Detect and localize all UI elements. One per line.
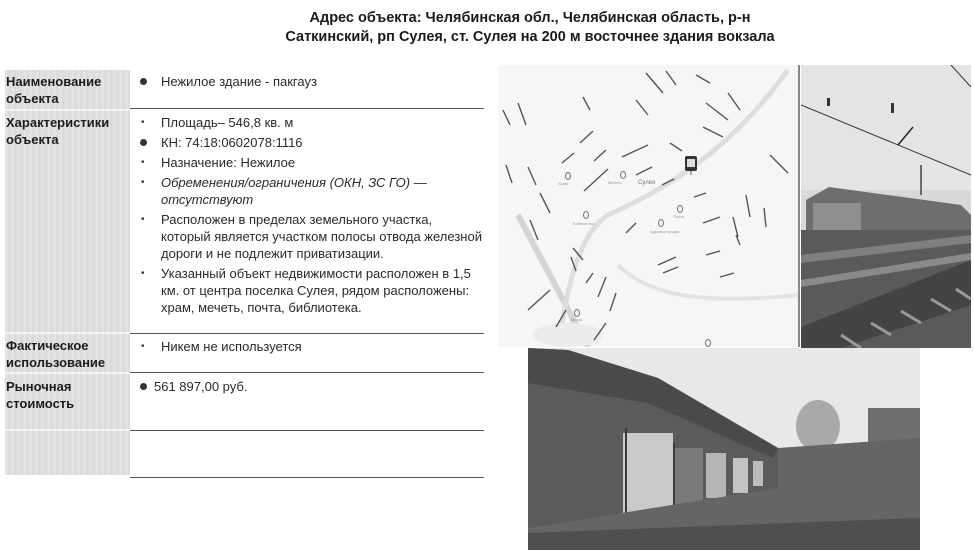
svg-text:Храм: Храм <box>558 181 568 186</box>
bullet-icon: • <box>141 341 145 352</box>
label-market-value: Рыночная стоимость <box>6 379 75 411</box>
svg-text:Мечеть: Мечеть <box>608 180 622 185</box>
svg-text:Библиотека: Библиотека <box>573 221 595 226</box>
bullet-icon: • <box>141 177 145 188</box>
bullet-icon <box>140 78 147 85</box>
bullet-icon: • <box>141 214 145 225</box>
bullet-icon <box>140 383 147 390</box>
list-item: • Обременения/ограничения (ОКН, ЗС ГО) — отсутствуют <box>141 175 427 207</box>
row-separator <box>5 332 130 334</box>
label-object-characteristics: Характеристики объекта <box>6 115 110 147</box>
document-title <box>250 9 810 47</box>
row-divider <box>130 108 484 109</box>
list-item: • Назначение: Нежилое <box>141 155 296 170</box>
list-item: • Площадь– 546,8 кв. м <box>141 115 294 130</box>
row-separator <box>5 109 130 111</box>
list-item: 561 897,00 руб. <box>138 378 484 395</box>
bullet-icon <box>140 139 147 146</box>
list-item: Нежилое здание - пакгауз <box>138 73 484 90</box>
map-graphic <box>498 65 800 347</box>
map-place-label: Сулея <box>638 180 656 186</box>
value-market-value <box>138 378 484 398</box>
row-separator <box>5 429 130 431</box>
svg-text:Почта: Почта <box>673 214 685 219</box>
value-object-name <box>138 73 484 93</box>
label-object-name: Наименование объекта <box>6 74 102 106</box>
list-item: • Указанный объект недвижимости расположен в 1,5 км. от центра поселка Сулея, рядом расположены: храм, мечеть, почта, библиотека. <box>141 266 471 315</box>
bullet-icon: • <box>141 117 145 128</box>
address-line-2: Саткинский, рп Сулея, ст. Сулея на 200 м восточнее здания вокзала <box>285 29 775 45</box>
list-item: КН: 74:18:0602078:1116 <box>138 134 484 151</box>
bullet-icon: • <box>141 268 145 279</box>
bullet-icon: • <box>141 157 145 168</box>
location-map <box>498 65 800 347</box>
row-divider <box>130 333 484 334</box>
svg-text:Школа: Школа <box>570 317 583 322</box>
row-separator <box>5 372 130 374</box>
label-actual-use: Фактическое использование <box>6 338 106 370</box>
value-actual-use <box>138 338 484 358</box>
svg-text:Администрация: Администрация <box>650 229 680 234</box>
photo-graphic <box>528 348 920 550</box>
address-line-1: Адрес объекта: Челябинская обл., Челябинская область, р-н <box>309 10 751 26</box>
row-divider <box>130 372 484 373</box>
photo-building <box>528 348 920 550</box>
row-divider <box>130 477 484 478</box>
photo-station-tracks <box>801 65 971 348</box>
photo-graphic <box>801 65 971 348</box>
value-characteristics <box>138 114 484 319</box>
row-divider <box>130 430 484 431</box>
list-item: • Расположен в пределах земельного участка, который является участком полосы отвода железной дороги и не подлежит приватизации. <box>141 212 482 261</box>
list-item: • Никем не используется <box>141 339 302 354</box>
